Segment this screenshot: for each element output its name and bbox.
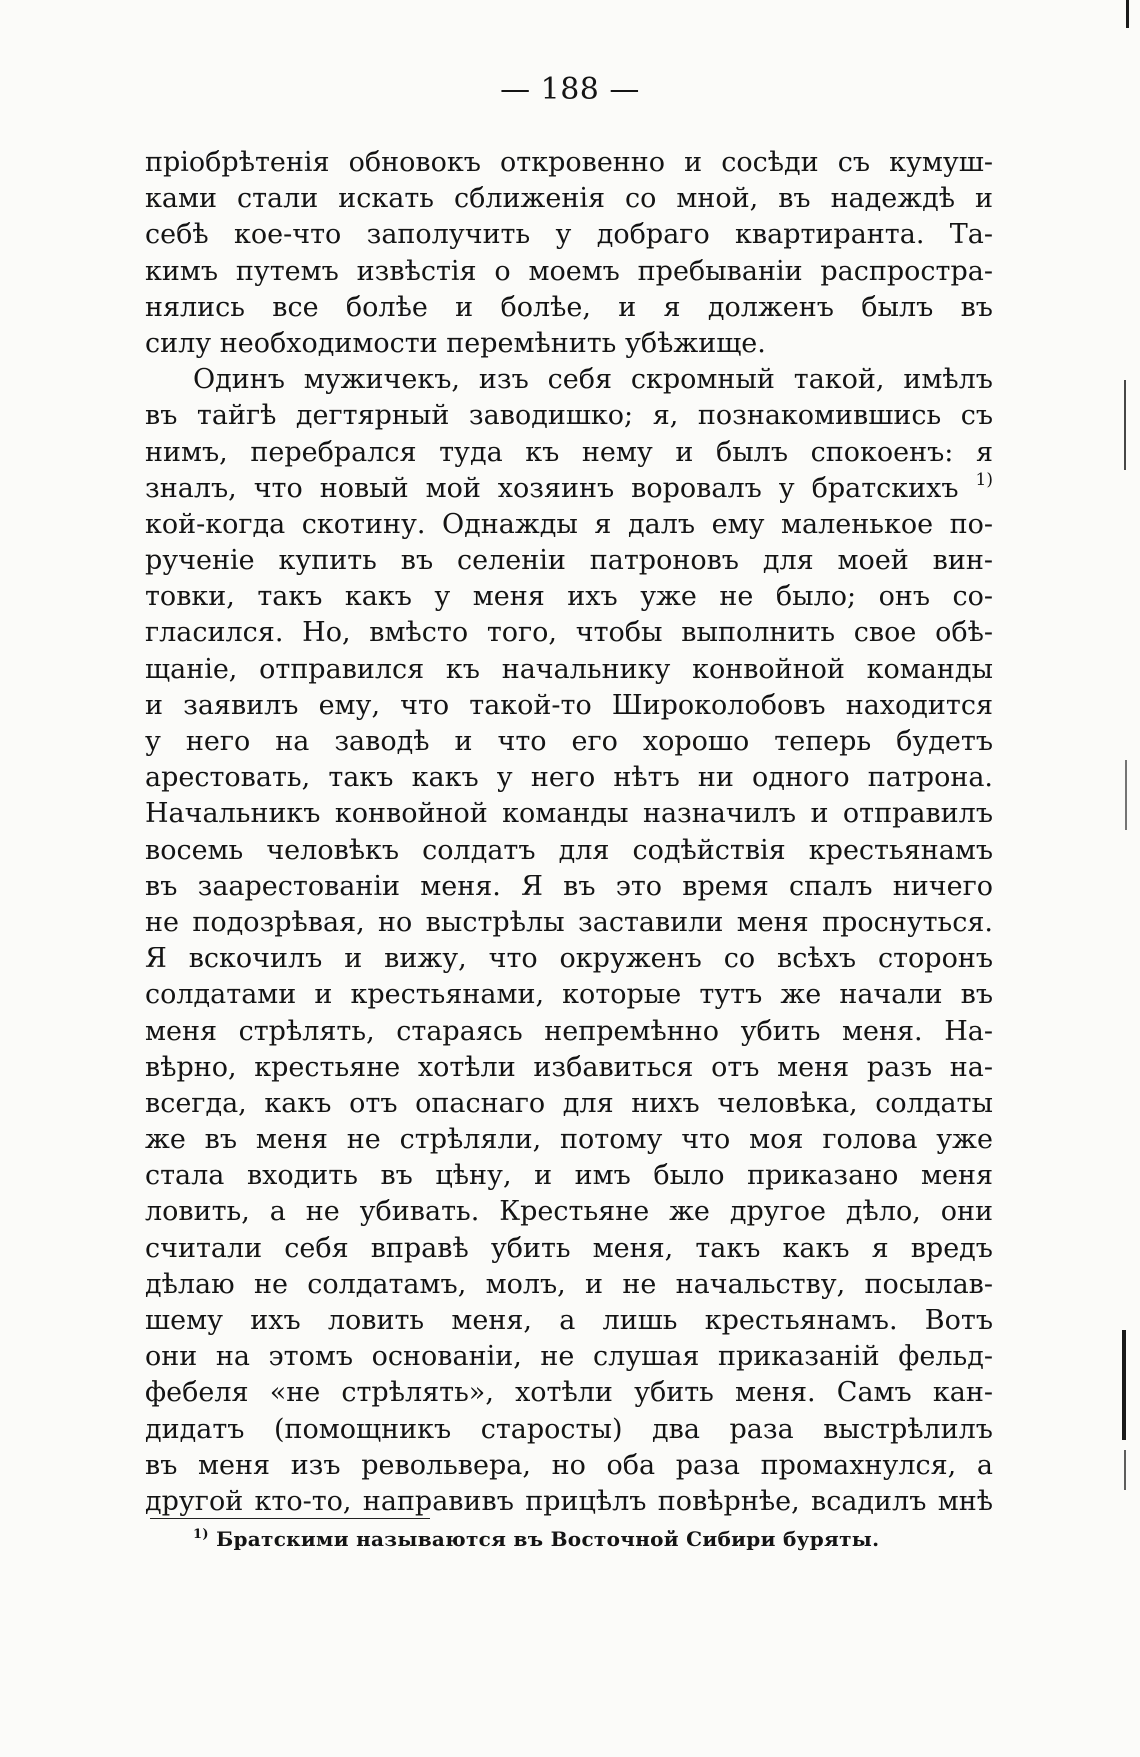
text-line: дѣлаю не солдатамъ, молъ, и не начальству, посылав-: [145, 1268, 993, 1300]
scan-artifact: [1124, 1450, 1126, 1490]
text-line: меня стрѣлять, стараясь непремѣнно убить меня. На-: [145, 1015, 993, 1047]
text-line: Одинъ мужичекъ, изъ себя скромный такой, имѣлъ: [193, 364, 993, 396]
text-line: считали себя вправѣ убить меня, такъ какъ я вредъ: [145, 1232, 993, 1264]
text-line: нялись все болѣе и болѣе, и я долженъ былъ въ: [145, 291, 993, 323]
footnote-reference: 1): [975, 470, 993, 490]
text-line: гласился. Но, вмѣсто того, чтобы выполнить свое обѣ-: [145, 617, 993, 649]
text-line: стала входить въ цѣну, и имъ было приказано меня: [145, 1160, 993, 1192]
text-line: у него на заводѣ и что его хорошо теперь будетъ: [145, 726, 993, 757]
text-line: не подозрѣвая, но выстрѣлы заставили меня проснуться.: [145, 906, 993, 938]
scan-artifact: [1122, 1330, 1126, 1440]
text-line: Начальникъ конвойной команды назначилъ и отправилъ: [145, 798, 993, 830]
text-line: другой кто-то, направивъ прицѣлъ повѣрнѣе, всадилъ мнѣ: [145, 1485, 993, 1517]
text-line: шему ихъ ловить меня, а лишь крестьянамъ. Вотъ: [145, 1305, 993, 1336]
text-line-with-footnote-ref: [145, 471, 993, 507]
scan-artifact: [1126, 0, 1129, 28]
text-line: и заявилъ ему, что такой-то Широколобовъ находится: [145, 689, 993, 721]
scan-artifact: [1124, 380, 1126, 470]
text-line: щаніе, отправился къ начальнику конвойной команды: [145, 653, 993, 685]
text-line: силу необходимости перемѣнить убѣжище.: [145, 327, 766, 359]
text-line: рученіе купить въ селеніи патроновъ для моей вин-: [145, 545, 993, 577]
text-line: нимъ, перебрался туда къ нему и былъ спокоенъ: я: [145, 436, 993, 468]
text-line-content: зналъ, что новый мой хозяинъ воровалъ у братскихъ: [145, 472, 959, 504]
text-line: въ тайгѣ дегтярный заводишко; я, познакомившись съ: [145, 400, 993, 432]
text-line: кимъ путемъ извѣстія о моемъ пребываніи распростра-: [145, 255, 993, 287]
text-line: фебеля «не стрѣлять», хотѣли убить меня. Самъ кан-: [145, 1377, 993, 1409]
text-line: кой-когда скотину. Однажды я далъ ему маленькое по-: [145, 508, 993, 540]
text-line: вѣрно, крестьяне хотѣли избавиться отъ меня разъ на-: [145, 1051, 993, 1083]
text-line: въ меня изъ револьвера, но оба раза промахнулся, а: [145, 1449, 993, 1481]
text-line: дидатъ (помощникъ старосты) два раза выстрѣлилъ: [145, 1413, 993, 1445]
text-line: арестовать, такъ какъ у него нѣтъ ни одного патрона.: [145, 762, 993, 794]
scan-artifact: [1125, 760, 1127, 830]
text-line: они на этомъ основаніи, не слушая приказаній фельд-: [145, 1341, 993, 1373]
footnote: [193, 1527, 879, 1551]
text-line: Я вскочилъ и вижу, что окруженъ со всѣхъ сторонъ: [145, 943, 993, 975]
text-line: себѣ кое-что заполучить у добраго квартиранта. Та-: [145, 219, 993, 251]
footnote-mark: 1): [193, 1527, 209, 1542]
text-line: восемь человѣкъ солдатъ для содѣйствія крестьянамъ: [145, 834, 993, 866]
text-line: ками стали искать сближенія со мной, въ надеждѣ и: [145, 183, 993, 215]
text-line: ловить, а не убивать. Крестьяне же другое дѣло, они: [145, 1196, 993, 1228]
text-line: въ заарестованіи меня. Я въ это время спалъ ничего: [145, 870, 993, 902]
footnote-divider: [150, 1518, 430, 1519]
text-line: же въ меня не стрѣляли, потому что моя голова уже: [145, 1124, 993, 1156]
footnote-text: Братскими называются въ Восточной Сибири буряты.: [216, 1527, 880, 1551]
text-line: пріобрѣтенія обновокъ откровенно и сосѣди съ кумуш-: [145, 147, 993, 178]
text-line: солдатами и крестьянами, которые тутъ же начали въ: [145, 979, 993, 1011]
text-line: всегда, какъ отъ опаснаго для нихъ человѣка, солдаты: [145, 1087, 993, 1119]
text-line: товки, такъ какъ у меня ихъ уже не было; онъ со-: [145, 581, 993, 613]
body-text: [145, 145, 993, 1520]
page-number: — 188 —: [500, 72, 640, 107]
